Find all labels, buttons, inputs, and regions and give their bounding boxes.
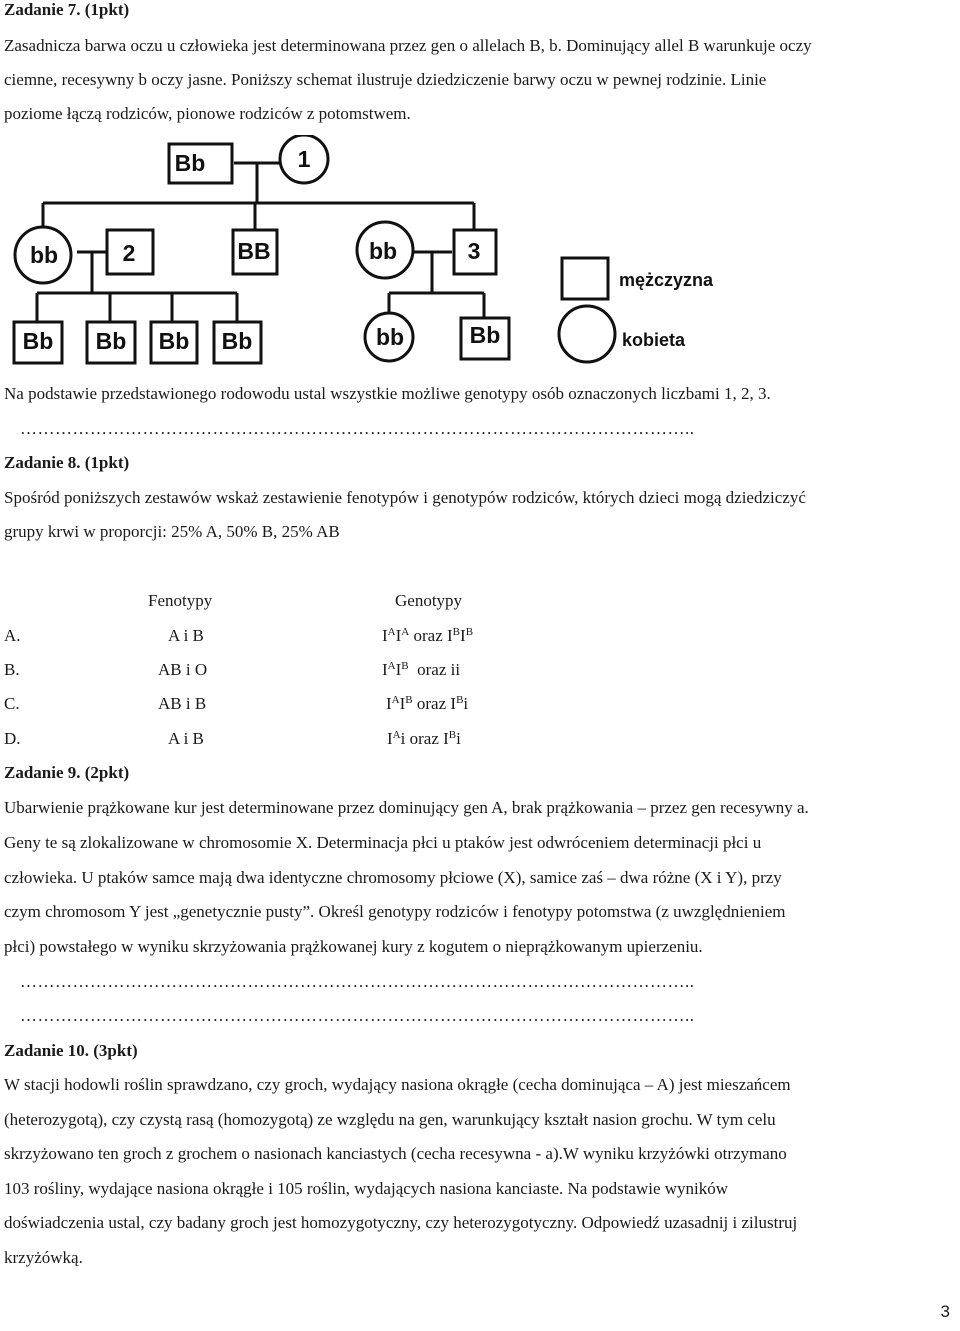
task8-line-2: grupy krwi w proporcji: 25% A, 50% B, 25% AB [4,522,340,541]
option-genotype: $I^AI^B$ oraz ii [382,660,461,679]
task8-col-fenotypy: Fenotypy [148,591,213,610]
task9-heading: Zadanie 9. (2pkt) [4,763,130,782]
option-phenotype: AB i B [158,694,207,713]
gen1-male-genotype: Bb [174,150,206,176]
task9-line-1: Ubarwienie prążkowane kur jest determinowane przez dominujący gen A, brak prążkowania – przez gen recesywny a. [4,798,809,817]
option-genotype: $I^AI^B$ oraz $I^Bi$ [386,694,469,713]
task7-intro-line-3: poziome łączą rodziców, pionowe rodziców z potomstwem. [4,104,411,123]
task10-line-3: skrzyżowano ten groch z grochem o nasionach kanciastych (cecha recesywna - a).W wyniku krzyżówki otrzymano [4,1144,787,1163]
gen2-label-4: bb [368,238,398,264]
gen1-female-number: 1 [297,146,311,172]
gen3-right-label-1: bb [375,324,405,350]
task9-line-3: człowieka. U ptaków samce mają dwa identyczne chromosomy płciowe (X), samice zaś – dwa różne (X i Y), przy [4,868,782,887]
option-phenotype: AB i O [158,660,208,679]
task8-line-1: Spośród poniższych zestawów wskaż zestawienie fenotypów i genotypów rodziców, których dzieci mogą dziedziczyć [4,488,806,507]
gen3-right-label-2: Bb [469,322,501,348]
option-letter: B. [4,660,20,679]
task9-line-5: płci) powstałego w wyniku skrzyżowania prążkowanej kury z kogutem o nieprążkowanym upierzeniu. [4,937,703,956]
option-letter: D. [4,729,21,748]
gen3-left-label-1: Bb [22,328,54,354]
option-phenotype: A i B [168,626,204,645]
task7-heading: Zadanie 7. (1pkt) [4,0,130,19]
task7-intro-line-1: Zasadnicza barwa oczu u człowieka jest determinowana przez gen o allelach B, b. Dominujący allel B warunkuje oczy [4,36,812,55]
legend-female-circle [559,306,615,362]
legend-male-square [562,258,608,299]
task10-line-5: doświadczenia ustal, czy badany groch jest homozygotyczny, czy heterozygotyczny. Odpowiedź uzasadnij i zilustruj [4,1213,798,1232]
option-genotype: $I^AI^A$ oraz $I^BI^B$ [382,626,474,645]
gen3-left-label-3: Bb [158,328,190,354]
task7-question: Na podstawie przedstawionego rodowodu ustal wszystkie możliwe genotypy osób oznaczonych liczbami 1, 2, 3. [4,384,771,403]
task8-col-genotypy: Genotypy [395,591,463,610]
task7-answer-dots: …………………………………………………………………………………………………….. [20,419,695,438]
gen3-left-label-2: Bb [95,328,127,354]
gen2-label-3: BB [237,238,271,264]
gen3-left-label-4: Bb [221,328,253,354]
task10-heading: Zadanie 10. (3pkt) [4,1041,138,1060]
task9-line-4: czym chromosom Y jest „genetycznie pusty”. Określ genotypy rodziców i fenotypy potomstwa (z uwzględnieniem [4,902,786,921]
task9-answer-dots-1: …………………………………………………………………………………………………….. [20,972,695,991]
legend-male-label: mężczyzna [619,270,714,290]
task10-line-6: krzyżówką. [4,1248,83,1267]
gen2-label-1: bb [29,242,59,268]
option-letter: C. [4,694,20,713]
task9-answer-dots-2: …………………………………………………………………………………………………….. [20,1006,695,1025]
pedigree-diagram [0,135,960,370]
option-genotype: $I^Ai$ oraz $I^Bi$ [387,729,461,748]
task8-heading: Zadanie 8. (1pkt) [4,453,130,472]
task9-line-2: Geny te są zlokalizowane w chromosomie X. Determinacja płci u ptaków jest odwróceniem determinacji płci u [4,833,762,852]
legend-female-label: kobieta [622,330,686,350]
page-number: 3 [940,1302,950,1321]
task10-line-1: W stacji hodowli roślin sprawdzano, czy groch, wydający nasiona okrągłe (cecha dominująca – A) jest mieszańcem [4,1075,791,1094]
gen2-label-5: 3 [467,238,481,264]
option-phenotype: A i B [168,729,204,748]
task10-line-2: (heterozygotą), czy czystą rasą (homozygotą) ze względu na gen, warunkujący kształt nasion grochu. W tym celu [4,1110,776,1129]
task10-line-4: 103 rośliny, wydające nasiona okrągłe i 105 roślin, wydających nasiona kanciaste. Na podstawie wyników [4,1179,729,1198]
task7-intro-line-2: ciemne, recesywny b oczy jasne. Poniższy schemat ilustruje dziedziczenie barwy oczu w pewnej rodzinie. Linie [4,70,767,89]
option-letter: A. [4,626,21,645]
gen2-label-2: 2 [122,240,136,266]
